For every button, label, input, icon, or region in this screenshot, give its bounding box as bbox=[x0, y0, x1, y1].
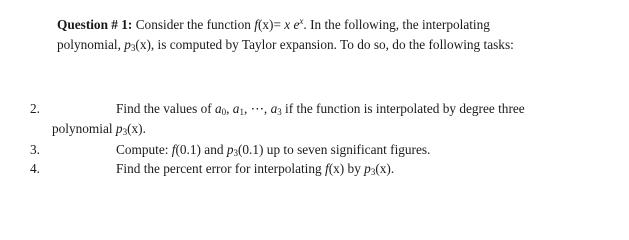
line2-p: p bbox=[124, 37, 131, 52]
task-4-p-arg: (x). bbox=[375, 161, 395, 176]
function-x: x bbox=[284, 17, 291, 32]
task-2-a1: a bbox=[232, 101, 240, 116]
question-intro-rest: . In the following, the interpolating bbox=[303, 17, 490, 32]
task-3-number: 3. bbox=[30, 142, 40, 157]
task-2-cont-pre: polynomial bbox=[52, 121, 113, 136]
task-2-a3: a bbox=[270, 101, 278, 116]
task-3-mid: and bbox=[204, 142, 224, 157]
task-4-mid: by bbox=[347, 161, 361, 176]
question-label: Question # 1: bbox=[57, 17, 133, 32]
function-arg: (x)= bbox=[257, 17, 281, 32]
function-name: f bbox=[254, 17, 258, 32]
task-2-a0: a bbox=[214, 101, 222, 116]
task-4-f-arg: (x) bbox=[328, 161, 345, 176]
line2-arg: (x) bbox=[135, 37, 151, 52]
question-line-2 bbox=[57, 37, 514, 53]
task-3-post: up to seven significant figures. bbox=[266, 142, 431, 157]
task-3-p: p bbox=[226, 142, 234, 157]
line2-polynomial: polynomial, bbox=[57, 37, 121, 52]
task-4-line bbox=[116, 161, 394, 177]
task-4-number: 4. bbox=[30, 161, 40, 176]
task-3-p-sub: 3 bbox=[233, 148, 238, 158]
task-2-a0-sub: 0 bbox=[221, 107, 227, 117]
task-2-comma: , bbox=[226, 101, 230, 116]
function-exponent: x bbox=[299, 16, 304, 26]
task-4-p-sub: 3 bbox=[370, 167, 376, 177]
task-3-line bbox=[116, 142, 430, 158]
task-4-f: f bbox=[325, 161, 329, 176]
task-2-cont-arg: (x). bbox=[127, 121, 146, 136]
task-2-a1-sub: 1 bbox=[239, 107, 244, 117]
task-3-f: f bbox=[171, 142, 176, 157]
task-3-f-arg: (0.1) bbox=[175, 142, 201, 157]
question-intro: Consider the function bbox=[135, 17, 251, 32]
task-2-a3-sub: 3 bbox=[277, 107, 282, 117]
question-line-1 bbox=[57, 17, 490, 33]
line2-sub: 3 bbox=[130, 43, 136, 53]
line2-rest: , is computed by Taylor expansion. To do so, do the following tasks: bbox=[150, 37, 514, 52]
function-e: e bbox=[293, 17, 300, 32]
task-2-pre: Find the values of bbox=[116, 101, 212, 116]
task-2-post: if the function is interpolated by degree three bbox=[285, 101, 525, 116]
task-2-cont-p: p bbox=[115, 121, 123, 136]
task-4-p: p bbox=[364, 161, 371, 176]
task-2-line-2 bbox=[52, 121, 146, 137]
task-3-pre: Compute: bbox=[116, 142, 169, 157]
task-2-dots: , ⋯, bbox=[243, 101, 268, 116]
task-4-pre: Find the percent error for interpolating bbox=[116, 161, 322, 176]
task-2-cont-sub: 3 bbox=[122, 127, 128, 137]
task-2-line-1 bbox=[116, 101, 525, 117]
task-2-number: 2. bbox=[30, 101, 40, 116]
task-3-p-arg: (0.1) bbox=[237, 142, 264, 157]
